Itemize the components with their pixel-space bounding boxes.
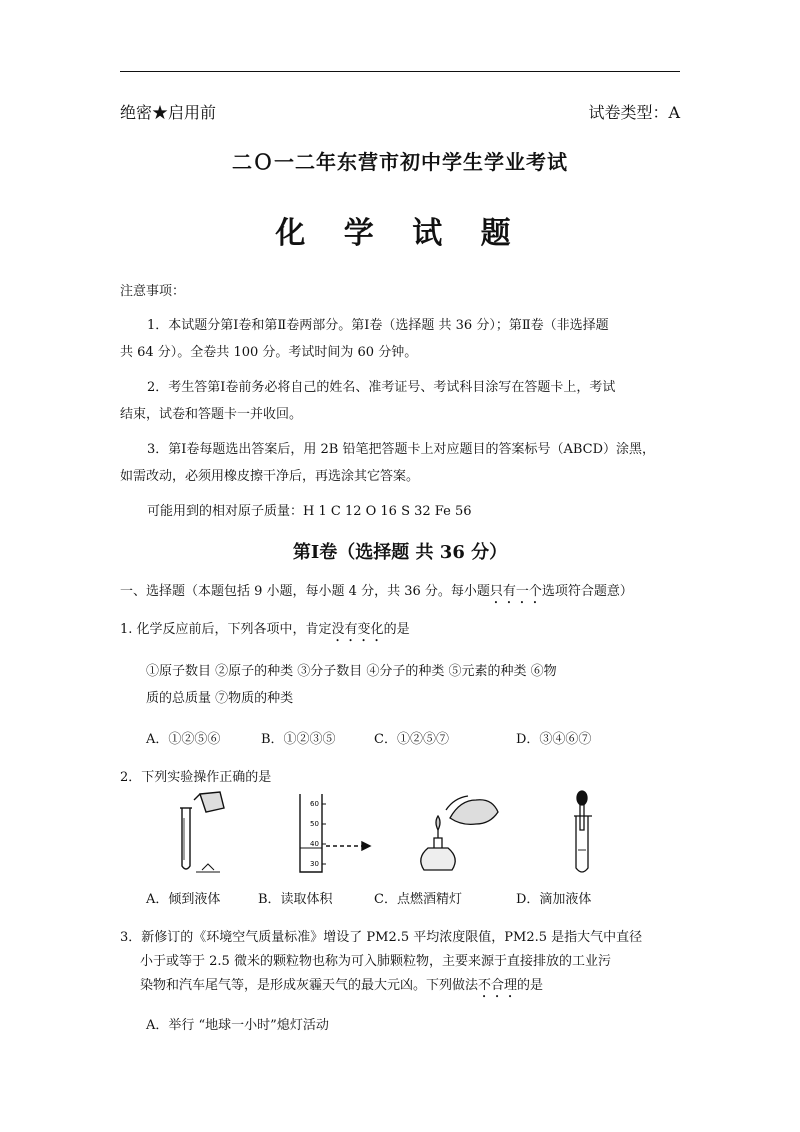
cylinder-tick-50: 50 bbox=[310, 820, 319, 828]
q3-emphasis: 不合理 bbox=[478, 978, 518, 993]
instructions-text: 一、选择题（本题包括 9 小题，每小题 4 分，共 36 分。每小题 bbox=[120, 584, 490, 599]
note-item-2 bbox=[120, 374, 680, 428]
top-rule bbox=[120, 71, 680, 72]
note-3-line-1: 3．第Ⅰ卷每题选出答案后，用 2B 铅笔把答题卡上对应题目的答案标号（ABCD）涂黑， bbox=[147, 442, 656, 457]
note-item-3 bbox=[120, 436, 680, 490]
q3-line-3 bbox=[140, 974, 543, 1001]
pouring-liquid-illustration bbox=[170, 790, 230, 875]
q2-stem: 2．下列实验操作正确的是 bbox=[120, 770, 272, 785]
q1-stem-end: 的是 bbox=[383, 622, 410, 637]
q1-stem-text: 1. 化学反应前后，下列各项中，肯定 bbox=[120, 622, 332, 637]
note-item-1 bbox=[120, 312, 680, 366]
secrecy-label: 绝密★启用前 bbox=[120, 103, 217, 122]
q2-option-d[interactable]: D．滴加液体 bbox=[516, 892, 592, 907]
q1-stem-emphasis: 没有变化 bbox=[331, 622, 384, 637]
atomic-masses: 可能用到的相对原子质量：H 1 C 12 O 16 S 32 Fe 56 bbox=[147, 504, 472, 519]
q3-line-3-text: 染物和汽车尾气等，是形成灰霾天气的最大元凶。下列做法 bbox=[140, 978, 479, 993]
q1-items-line-2: 质的总质量 ⑦物质的种类 bbox=[146, 691, 294, 706]
q2-option-b[interactable]: B．读取体积 bbox=[258, 892, 333, 907]
alcohol-lamp-illustration bbox=[410, 790, 510, 875]
instructions-text-end: 选项符合题意） bbox=[541, 584, 633, 599]
exam-title: 二Ｏ一二年东营市初中学生学业考试 bbox=[232, 150, 568, 174]
q1-items-line-1: ①原子数目 ②原子的种类 ③分子数目 ④分子的种类 ⑤元素的种类 ⑥物 bbox=[146, 664, 557, 679]
q1-option-b[interactable]: B．①②③⑤ bbox=[261, 732, 336, 747]
section-1-title: 第Ⅰ卷（选择题 共 36 分） bbox=[292, 542, 508, 563]
q1-option-a[interactable]: A．①②⑤⑥ bbox=[146, 732, 221, 747]
section-1-instructions bbox=[120, 580, 633, 607]
q1-option-c[interactable]: C．①②⑤⑦ bbox=[374, 732, 449, 747]
q1-stem bbox=[120, 618, 410, 645]
q3-line-3-end: 的是 bbox=[517, 978, 544, 993]
note-2-line-2: 结束，试卷和答题卡一并收回。 bbox=[120, 407, 303, 422]
cylinder-tick-30: 30 bbox=[310, 860, 319, 868]
measuring-cylinder-illustration bbox=[290, 790, 380, 875]
q2-option-c[interactable]: C．点燃酒精灯 bbox=[374, 892, 462, 907]
q3-option-a[interactable]: A．举行 “地球一小时”熄灯活动 bbox=[146, 1018, 329, 1033]
q2-figures bbox=[170, 790, 610, 875]
paper-type-label: 试卷类型：A bbox=[588, 103, 680, 122]
dropper-illustration bbox=[550, 790, 610, 875]
q2-option-a[interactable]: A．倾到液体 bbox=[146, 892, 221, 907]
q3-line-1: 3．新修订的《环境空气质量标准》增设了 PM2.5 平均浓度限值，PM2.5 是指大气中直径 bbox=[120, 930, 643, 945]
cylinder-tick-60: 60 bbox=[310, 800, 319, 808]
subject-title: 化 学 试 题 bbox=[275, 216, 525, 251]
note-3-line-2: 如需改动，必须用橡皮擦干净后，再选涂其它答案。 bbox=[120, 469, 420, 484]
q3-line-2: 小于或等于 2.5 微米的颗粒物也称为可入肺颗粒物，主要来源于直接排放的工业污 bbox=[140, 954, 611, 969]
note-1-line-2: 共 64 分）。全卷共 100 分。考试时间为 60 分钟。 bbox=[120, 345, 418, 360]
note-1-line-1: 1．本试题分第Ⅰ卷和第Ⅱ卷两部分。第Ⅰ卷（选择题 共 36 分）；第Ⅱ卷（非选择题 bbox=[147, 318, 609, 333]
instructions-emphasis: 只有一个 bbox=[489, 584, 542, 599]
notes-heading: 注意事项： bbox=[120, 284, 186, 299]
q1-option-d[interactable]: D．③④⑥⑦ bbox=[516, 732, 592, 747]
note-2-line-1: 2．考生答第Ⅰ卷前务必将自己的姓名、准考证号、考试科目涂写在答题卡上，考试 bbox=[147, 380, 616, 395]
cylinder-tick-40: 40 bbox=[310, 840, 319, 848]
